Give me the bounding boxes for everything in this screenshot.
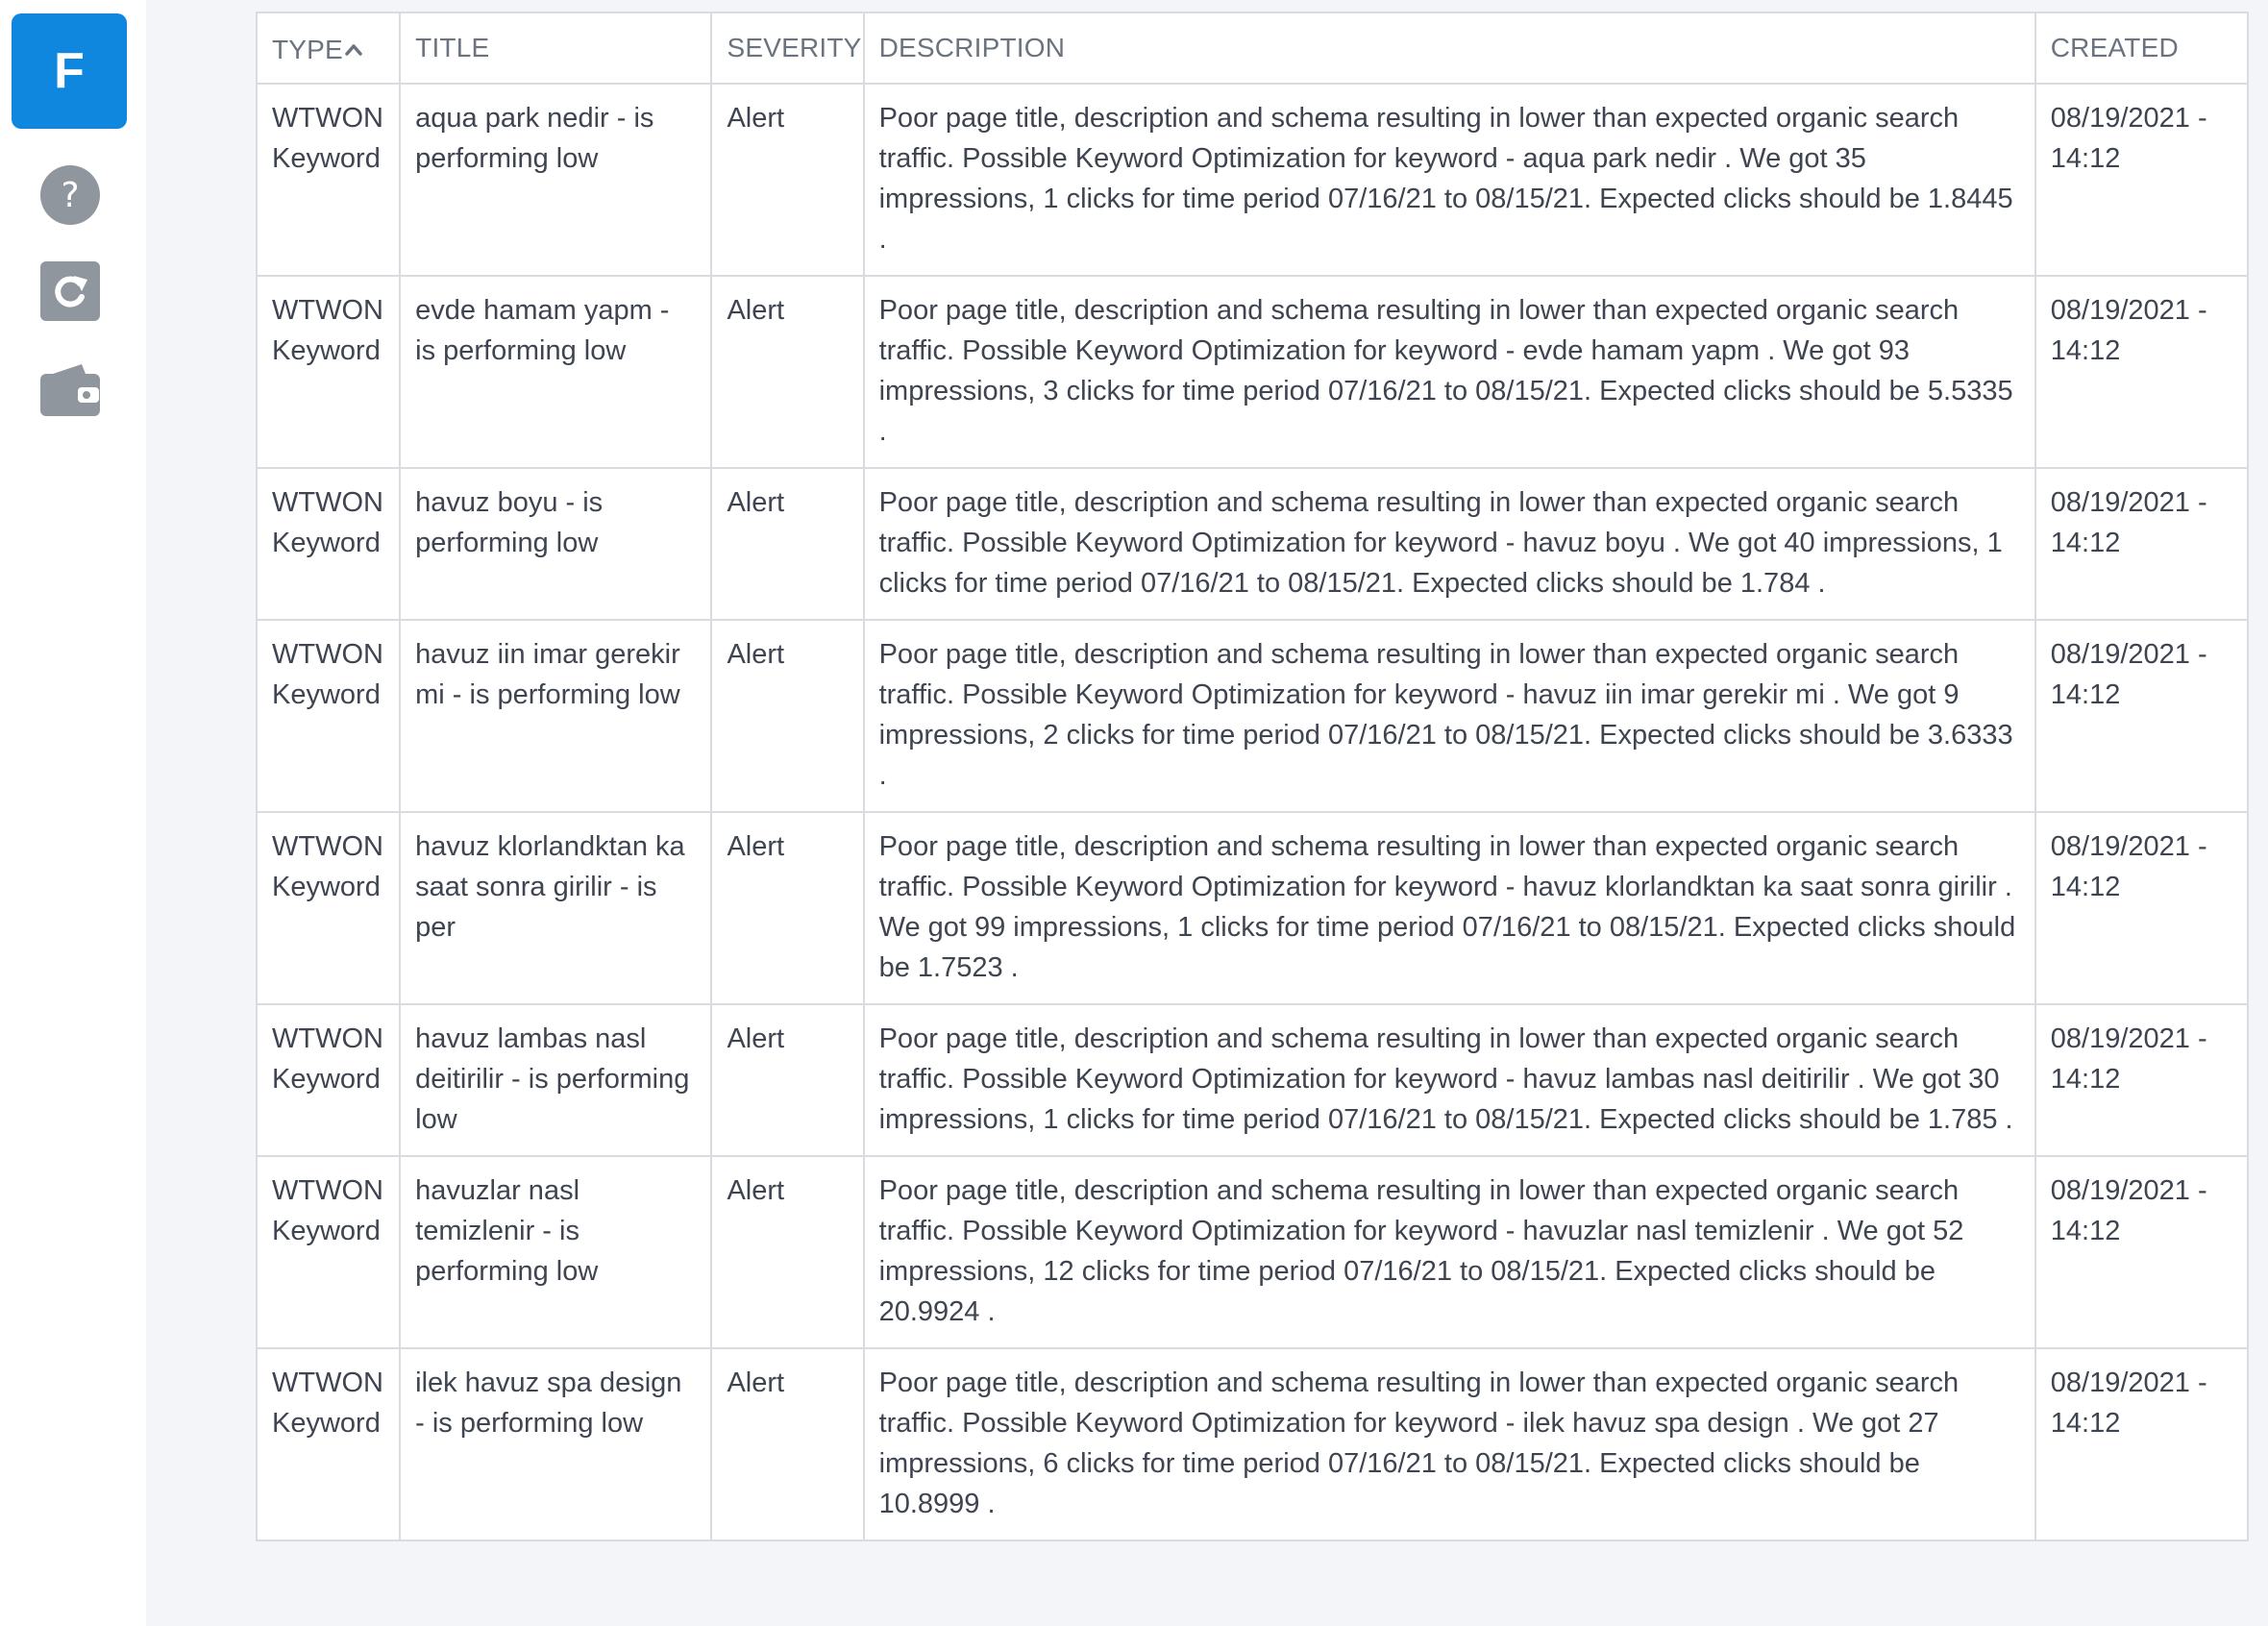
main-content — [146, 0, 2268, 1626]
cell-severity: Alert — [711, 276, 863, 468]
table-row[interactable] — [258, 1156, 2247, 1348]
cell-description: Poor page title, description and schema resulting in lower than expected organic search traffic. Possible Keyword Optimization for keyword - havuz boyu . We got 40 impressions, 1 clicks for time period 07/16/21 to 08/15/21. Expected clicks should be 1.784 . — [864, 468, 2035, 620]
cell-description: Poor page title, description and schema resulting in lower than expected organic search traffic. Possible Keyword Optimization for keyword - aqua park nedir . We got 35 impressions, 1 clicks for time period 07/16/21 to 08/15/21. Expected clicks should be 1.8445 . — [864, 84, 2035, 276]
cell-severity: Alert — [711, 84, 863, 276]
cell-severity: Alert — [711, 812, 863, 1004]
cell-description: Poor page title, description and schema resulting in lower than expected organic search traffic. Possible Keyword Optimization for keyword - havuz iin imar gerekir mi . We got 9 impressions, 2 clicks for time period 07/16/21 to 08/15/21. Expected clicks should be 3.6333 . — [864, 620, 2035, 812]
refresh-icon[interactable] — [38, 259, 102, 323]
cell-severity: Alert — [711, 1156, 863, 1348]
table-row[interactable] — [258, 1004, 2247, 1156]
column-header-title-label: TITLE — [415, 33, 490, 62]
cell-created: 08/19/2021 - 14:12 — [2035, 468, 2247, 620]
alerts-table — [258, 13, 2247, 1540]
column-header-created[interactable] — [2035, 13, 2247, 84]
cell-type: WTWON Keyword — [258, 1348, 400, 1540]
table-row[interactable] — [258, 276, 2247, 468]
help-icon[interactable] — [38, 163, 102, 227]
sidebar — [0, 0, 146, 1626]
table-body — [258, 84, 2247, 1540]
cell-created: 08/19/2021 - 14:12 — [2035, 1004, 2247, 1156]
cell-title: havuz iin imar gerekir mi - is performing low — [400, 620, 711, 812]
column-header-severity[interactable] — [711, 13, 863, 84]
cell-description: Poor page title, description and schema resulting in lower than expected organic search traffic. Possible Keyword Optimization for keyword - havuzlar nasl temizlenir . We got 52 impressions, 12 clicks for time period 07/16/21 to 08/15/21. Expected clicks should be 20.9924 . — [864, 1156, 2035, 1348]
cell-created: 08/19/2021 - 14:12 — [2035, 1156, 2247, 1348]
table-row[interactable] — [258, 812, 2247, 1004]
cell-type: WTWON Keyword — [258, 468, 400, 620]
cell-title: ilek havuz spa design - is performing low — [400, 1348, 711, 1540]
cell-title: havuz klorlandktan ka saat sonra girilir - is per — [400, 812, 711, 1004]
logo-letter: F — [54, 43, 85, 99]
cell-title: havuzlar nasl temizlenir - is performing low — [400, 1156, 711, 1348]
cell-description: Poor page title, description and schema resulting in lower than expected organic search traffic. Possible Keyword Optimization for keyword - evde hamam yapm . We got 93 impressions, 3 clicks for time period 07/16/21 to 08/15/21. Expected clicks should be 5.5335 . — [864, 276, 2035, 468]
column-header-type[interactable] — [258, 13, 400, 84]
cell-description: Poor page title, description and schema resulting in lower than expected organic search traffic. Possible Keyword Optimization for keyword - ilek havuz spa design . We got 27 impressions, 6 clicks for time period 07/16/21 to 08/15/21. Expected clicks should be 10.8999 . — [864, 1348, 2035, 1540]
table-row[interactable] — [258, 1348, 2247, 1540]
cell-title: evde hamam yapm - is performing low — [400, 276, 711, 468]
app-logo-button[interactable] — [12, 13, 127, 129]
cell-created: 08/19/2021 - 14:12 — [2050, 1367, 2207, 1439]
cell-created: 08/19/2021 - 14:12 — [2035, 620, 2247, 812]
cell-severity: Alert — [711, 1004, 863, 1156]
svg-text:?: ? — [61, 176, 80, 215]
column-header-description[interactable] — [864, 13, 2035, 84]
wallet-icon[interactable] — [38, 357, 102, 421]
column-header-description-label: DESCRIPTION — [878, 33, 1066, 62]
cell-created: 08/19/2021 - 14:12 — [2035, 812, 2247, 1004]
sort-ascending-icon — [345, 32, 362, 62]
cell-type: WTWON Keyword — [258, 276, 400, 468]
cell-severity: Alert — [711, 468, 863, 620]
cell-type: WTWON Keyword — [258, 1004, 400, 1156]
cell-description: Poor page title, description and schema resulting in lower than expected organic search traffic. Possible Keyword Optimization for keyword - havuz lambas nasl deitirilir . We got 30 impressions, 1 clicks for time period 07/16/21 to 08/15/21. Expected clicks should be 1.785 . — [864, 1004, 2035, 1156]
cell-type: WTWON Keyword — [258, 812, 400, 1004]
table-row[interactable] — [258, 620, 2247, 812]
alerts-table-container — [256, 12, 2249, 1541]
cell-severity: Alert — [711, 1348, 863, 1540]
column-header-title[interactable] — [400, 13, 711, 84]
cell-type: WTWON Keyword — [258, 84, 400, 276]
table-header-row — [258, 13, 2247, 84]
cell-created: 08/19/2021 - 14:12 — [2035, 276, 2247, 468]
cell-created: 08/19/2021 - 14:12 — [2035, 84, 2247, 276]
cell-title: aqua park nedir - is performing low — [400, 84, 711, 276]
cell-description: Poor page title, description and schema resulting in lower than expected organic search traffic. Possible Keyword Optimization for keyword - havuz klorlandktan ka saat sonra girilir . We got 99 impressions, 1 clicks for time period 07/16/21 to 08/15/21. Expected clicks should be 1.7523 . — [864, 812, 2035, 1004]
column-header-created-label: CREATED — [2050, 33, 2179, 62]
cell-title: havuz lambas nasl deitirilir - is performing low — [400, 1004, 711, 1156]
cell-type: WTWON Keyword — [258, 1156, 400, 1348]
table-row[interactable] — [258, 84, 2247, 276]
cell-title: havuz boyu - is performing low — [400, 468, 711, 620]
table-row[interactable] — [258, 468, 2247, 620]
cell-severity: Alert — [711, 620, 863, 812]
column-header-severity-label: SEVERITY — [727, 33, 862, 62]
cell-type: WTWON Keyword — [258, 620, 400, 812]
column-header-type-label: TYPE — [272, 34, 343, 64]
